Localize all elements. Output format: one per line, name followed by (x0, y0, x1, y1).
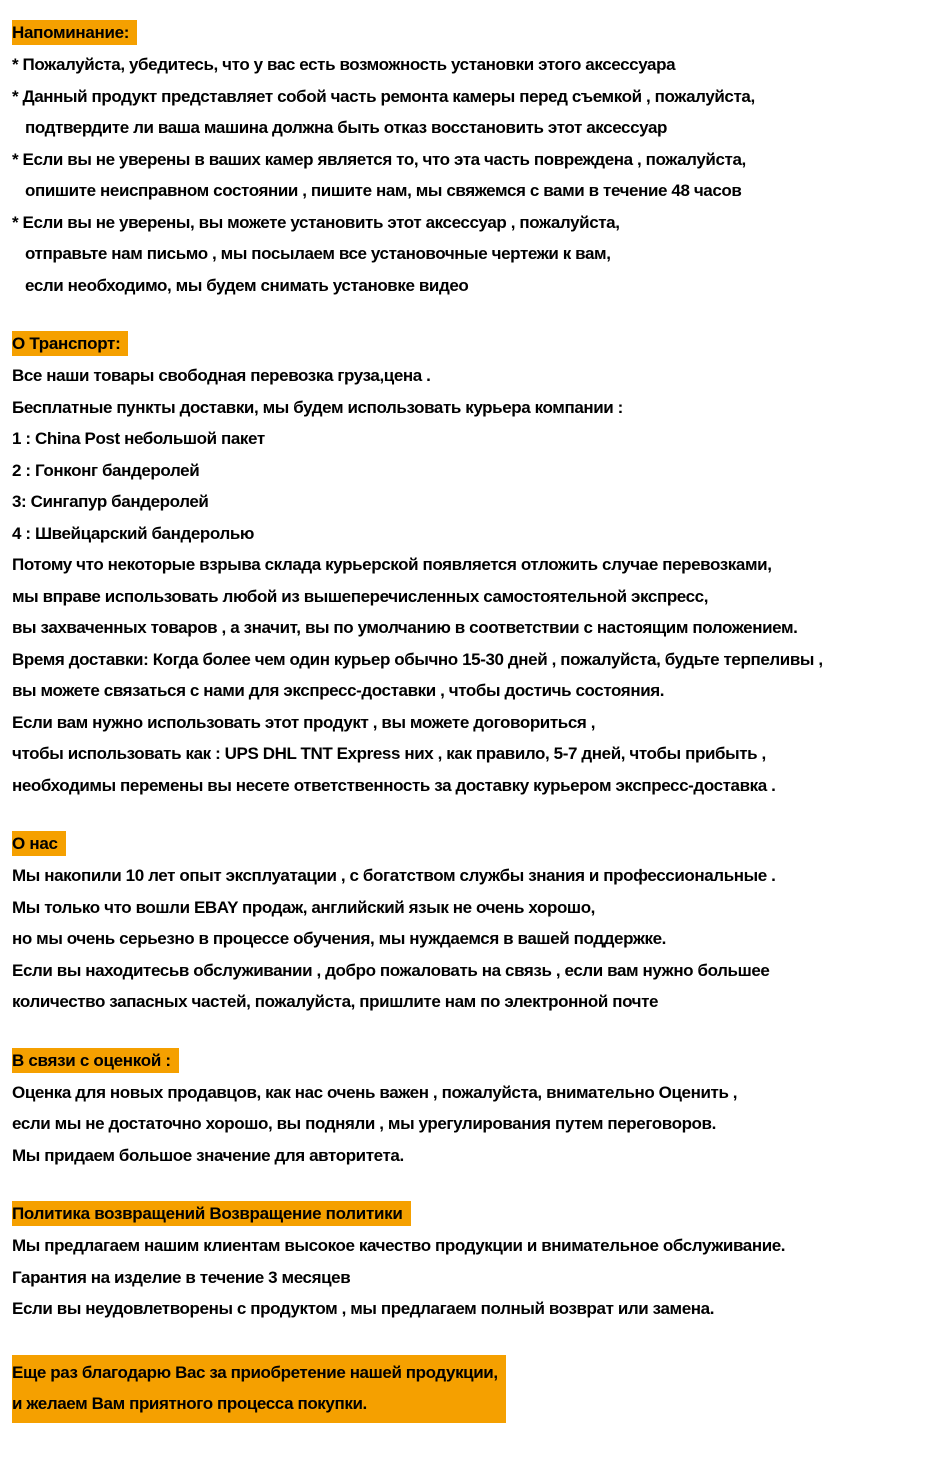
transport-line: необходимы перемены вы несете ответственность за доставку курьером экспресс-доставка . (12, 775, 776, 795)
rating-line: Мы придаем большое значение для авторитета. (12, 1145, 404, 1165)
about-line: Мы накопили 10 лет опыт эксплуатации , с богатством службы знания и профессиональные . (12, 866, 776, 885)
reminder-heading: Напоминание: (12, 20, 137, 45)
reminder-line: опишите неисправном состоянии , пишите нам, мы свяжемся с вами в течение 48 часов (25, 181, 742, 200)
reminder-line: подтвердите ли ваша машина должна быть отказ восстановить этот аксессуар (25, 118, 668, 137)
transport-line: Время доставки: Когда более чем один курьер обычно 15-30 дней , пожалуйста, будьте терпеливы , (12, 649, 823, 669)
transport-line: 1 : China Post небольшой пакет (12, 429, 265, 448)
reminder-line: отправьте нам письмо , мы посылаем все установочные чертежи к вам, (25, 244, 611, 263)
transport-line: вы можете связаться с нами для экспресс-доставки , чтобы достичь состояния. (12, 681, 665, 700)
returns-heading: Политика возвращений Возвращение политики (12, 1201, 411, 1226)
reminder-line: * Данный продукт представляет собой часть ремонта камеры перед съемкой , пожалуйста, (12, 86, 755, 106)
reminder-line: * Пожалуйста, убедитесь, что у вас есть возможность установки этого аксессуара (12, 55, 676, 74)
about-line: количество запасных частей, пожалуйста, пришлите нам по электронной почте (12, 992, 659, 1011)
transport-heading: О Транспорт: (12, 331, 128, 356)
about-line: Если вы находитесьв обслуживании , добро пожаловать на связь , если вам нужно большее (12, 960, 770, 980)
returns-line: Если вы неудовлетворены с продуктом , мы предлагаем полный возврат или замена. (12, 1299, 715, 1318)
transport-line: Все наши товары свободная перевозка груза,цена . (12, 366, 431, 385)
reminder-line: * Если вы не уверены, вы можете установить этот аксессуар , пожалуйста, (12, 212, 620, 232)
about-heading: О нас (12, 831, 66, 856)
rating-section (12, 1048, 950, 1172)
reminder-section (12, 20, 950, 301)
rating-line: Оценка для новых продавцов, как нас очень важен , пожалуйста, внимательно Оценить , (12, 1082, 738, 1102)
about-section (12, 831, 950, 1018)
closing-line: и желаем Вам приятного процесса покупки. (12, 1393, 367, 1413)
transport-line: Если вам нужно использовать этот продукт , вы можете договориться , (12, 712, 596, 732)
transport-line: 4 : Швейцарский бандеролью (12, 523, 255, 543)
transport-line: мы вправе использовать любой из вышеперечисленных самостоятельной экспресс, (12, 586, 709, 606)
rating-heading: В связи с оценкой : (12, 1048, 179, 1073)
closing-section (12, 1355, 950, 1423)
transport-line: вы захваченных товаров , а значит, вы по умолчанию в соответствии с настоящим положением. (12, 618, 798, 637)
returns-section (12, 1201, 950, 1325)
transport-line: 3: Сингапур бандеролей (12, 492, 209, 511)
returns-line: Гарантия на изделие в течение 3 месяцев (12, 1267, 351, 1287)
reminder-line: * Если вы не уверены в ваших камер является то, что эта часть повреждена , пожалуйста, (12, 149, 746, 169)
transport-section (12, 331, 950, 801)
about-line: Мы только что вошли EBAY продаж, английский язык не очень хорошо, (12, 897, 596, 917)
transport-line: чтобы использовать как : UPS DHL TNT Express них , как правило, 5-7 дней, чтобы прибыть , (12, 744, 766, 763)
rating-line: если мы не достаточно хорошо, вы подняли , мы урегулирования путем переговоров. (12, 1114, 716, 1133)
about-line: но мы очень серьезно в процессе обучения, мы нуждаемся в вашей поддержке. (12, 929, 666, 948)
reminder-line: если необходимо, мы будем снимать установке видео (25, 275, 469, 295)
closing-line: Еще раз благодарю Вас за приобретение нашей продукции, (12, 1362, 498, 1382)
transport-line: Бесплатные пункты доставки, мы будем использовать курьера компании : (12, 397, 623, 417)
transport-line: 2 : Гонконг бандеролей (12, 460, 200, 480)
closing-banner (12, 1355, 506, 1423)
transport-line: Потому что некоторые взрыва склада курьерской появляется отложить случае перевозками, (12, 555, 772, 574)
returns-line: Мы предлагаем нашим клиентам высокое качество продукции и внимательное обслуживание. (12, 1236, 786, 1255)
